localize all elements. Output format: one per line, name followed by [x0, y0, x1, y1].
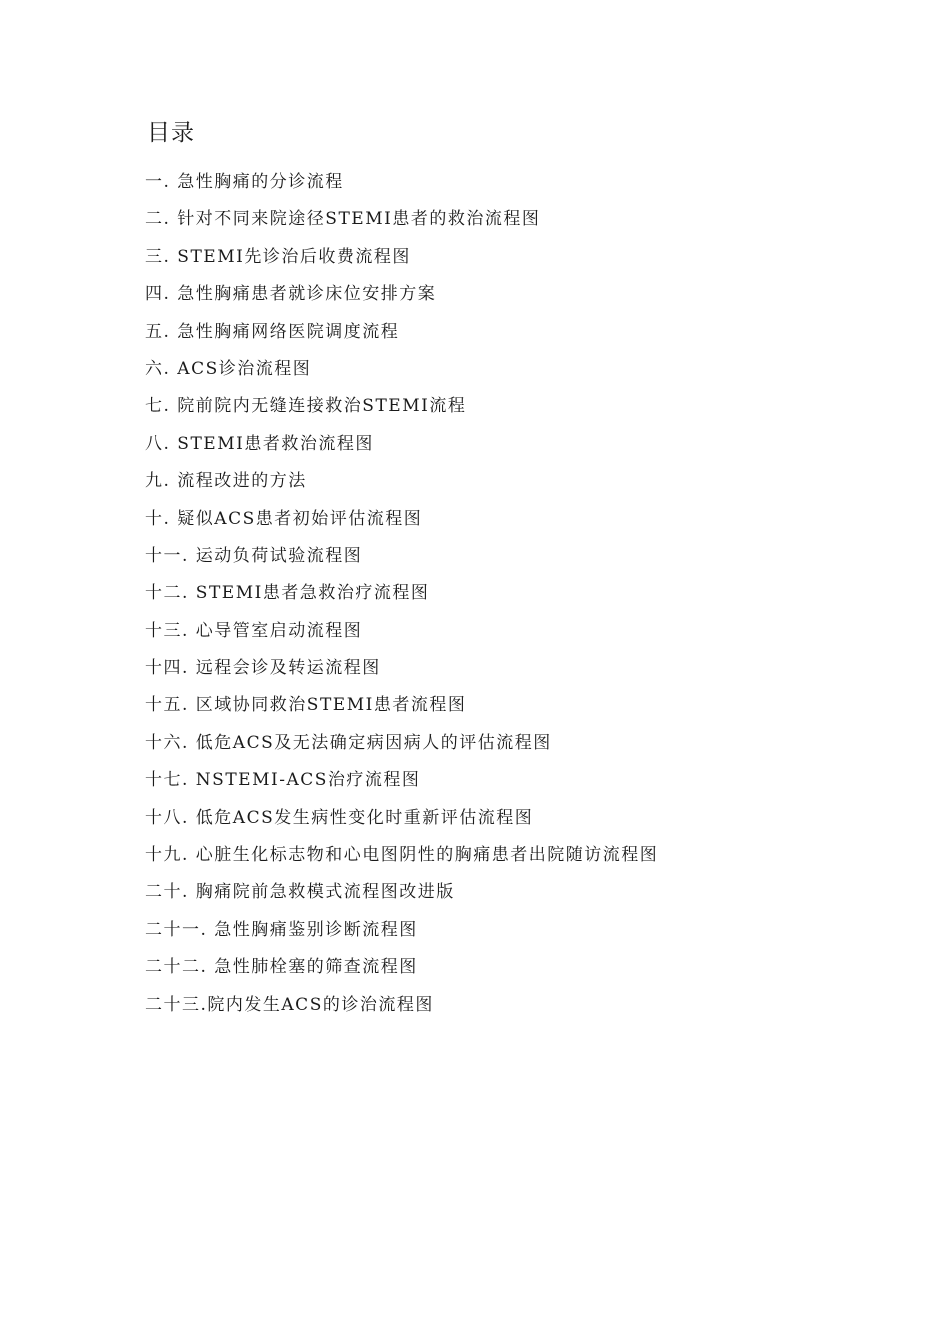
- toc-entry-4: 四. 急性胸痛患者就诊床位安排方案: [145, 284, 437, 305]
- toc-entry-7: 七. 院前院内无缝连接救治STEMI流程: [145, 396, 467, 417]
- toc-entry-19: 十九. 心脏生化标志物和心电图阴性的胸痛患者出院随访流程图: [145, 845, 659, 866]
- toc-entry-14: 十四. 远程会诊及转运流程图: [145, 658, 381, 679]
- toc-entry-23: 二十三.院内发生ACS的诊治流程图: [145, 994, 434, 1015]
- toc-entry-12: 十二. STEMI患者急救治疗流程图: [145, 583, 430, 604]
- toc-list: [145, 167, 845, 1027]
- toc-entry-10: 十. 疑似ACS患者初始评估流程图: [145, 508, 423, 529]
- toc-entry-22: 二十二. 急性肺栓塞的筛查流程图: [145, 957, 418, 978]
- toc-entry-17: 十七. NSTEMI-ACS治疗流程图: [145, 770, 421, 791]
- toc-entry-15: 十五. 区域协同救治STEMI患者流程图: [145, 695, 467, 716]
- toc-entry-20: 二十. 胸痛院前急救模式流程图改进版: [145, 882, 455, 903]
- toc-entry-9: 九. 流程改进的方法: [145, 471, 307, 492]
- toc-entry-21: 二十一. 急性胸痛鉴别诊断流程图: [145, 919, 418, 940]
- toc-entry-16: 十六. 低危ACS及无法确定病因病人的评估流程图: [145, 732, 552, 753]
- toc-title: 目录: [147, 120, 195, 146]
- toc-entry-18: 十八. 低危ACS发生病性变化时重新评估流程图: [145, 807, 534, 828]
- toc-entry-1: 一. 急性胸痛的分诊流程: [145, 172, 344, 192]
- toc-entry-2: 二. 针对不同来院途径STEMI患者的救治流程图: [145, 209, 541, 230]
- toc-entry-8: 八. STEMI患者救治流程图: [145, 433, 374, 454]
- toc-entry-3: 三. STEMI先诊治后收费流程图: [145, 246, 411, 267]
- toc-entry-5: 五. 急性胸痛网络医院调度流程: [145, 321, 400, 342]
- toc-entry-11: 十一. 运动负荷试验流程图: [145, 545, 363, 566]
- toc-entry-6: 六. ACS诊治流程图: [145, 358, 312, 379]
- toc-entry-13: 十三. 心导管室启动流程图: [145, 620, 363, 641]
